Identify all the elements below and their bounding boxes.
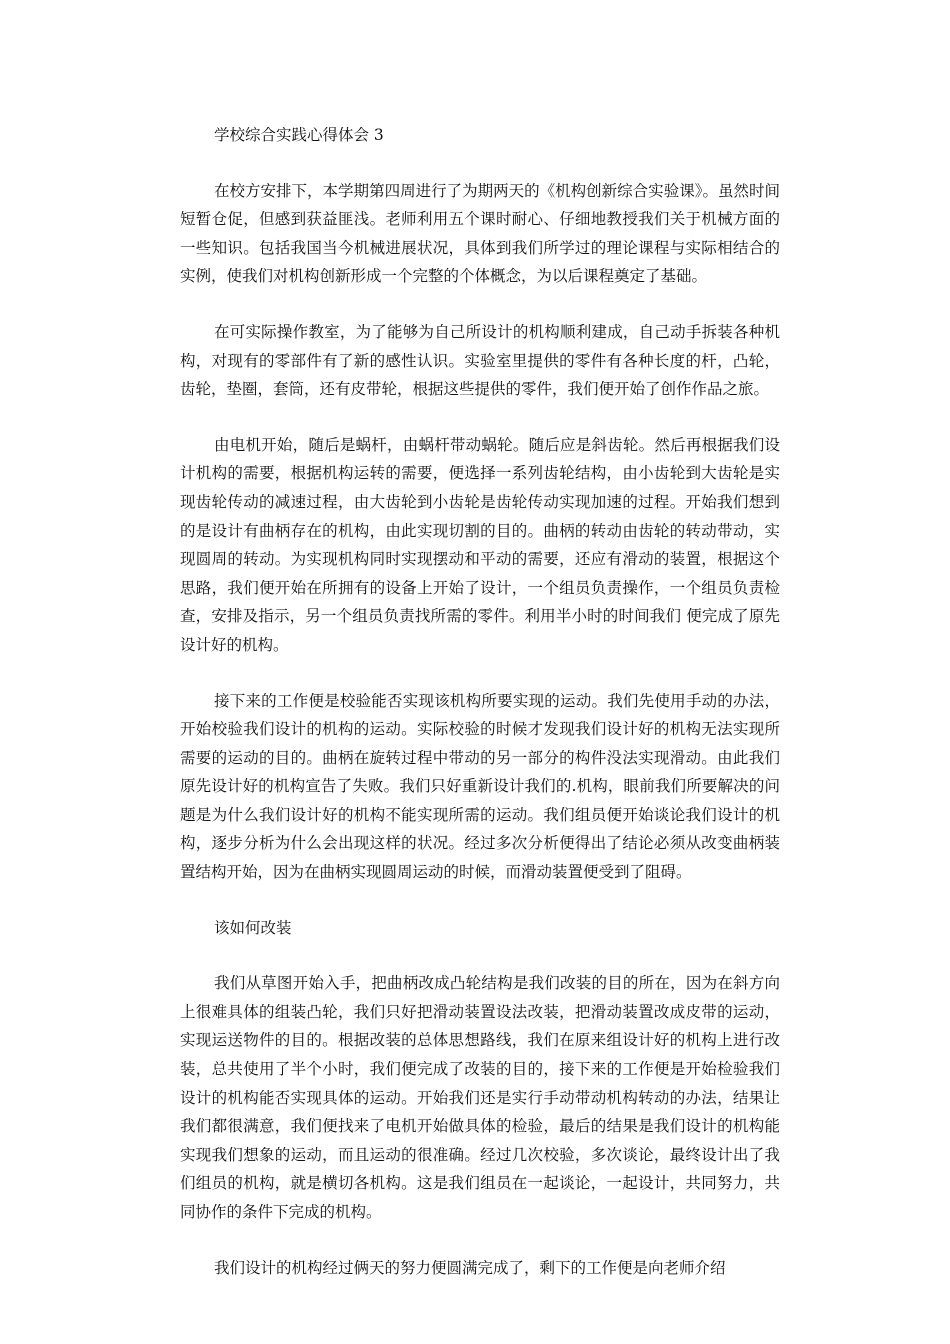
- paragraph-lab-operation: 在可实际操作教室，为了能够为自己所设计的机构顺利建成，自己动手拆装各种机构，对现有的零部件有了新的感性认识。实验室里提供的零件有各种长度的杆，凸轮，齿轮，垫圈，套筒，还有皮带轮，根据这些提供的零件，我们便开始了创作作品之旅。: [180, 322, 780, 399]
- paragraph-mechanism-design: 由电机开始，随后是蜗杆，由蜗杆带动蜗轮。随后应是斜齿轮。然后再根据我们设计机构的需要，根据机构运转的需要，便选择一系列齿轮结构，由小齿轮到大齿轮是实现齿轮传动的减速过程，由大齿轮到小齿轮是齿轮传动实现加速的过程。开始我们想到的是设计有曲柄存在的机构，由此实现切割的目的。曲柄的转动由齿轮的转动带动，实现圆周的转动。为实现机构同时实现摆动和平动的需要，还应有滑动的装置，根据这个思路，我们便开始在所拥有的设备上开始了设计，一个组员负责操作，一个组员负责检查，安排及指示，另一个组员负责找所需的零件。利用半小时的时间我们 便完成了原先设计好的机构。: [180, 435, 780, 654]
- document-title: 学校综合实践心得体会 3: [214, 126, 384, 144]
- paragraph-completion: 我们设计的机构经过俩天的努力便圆满完成了，剩下的工作便是向老师介绍: [214, 1258, 726, 1277]
- paragraph-verification: 接下来的工作便是校验能否实现该机构所要实现的运动。我们先使用手动的办法，开始校验我们设计的机构的运动。实际校验的时候才发现我们设计好的机构无法实现所需要的运动的目的。曲柄在旋转过程中带动的另一部分的构件没法实现滑动。由此我们原先设计好的机构宣告了失败。我们只好重新设计我们的.机构，眼前我们所要解决的问题是为什么我们设计好的机构不能实现所需的运动。我们组员便开始谈论我们设计的机构，逐步分析为什么会出现这样的状况。经过多次分析便得出了结论必须从改变曲柄装置结构开始，因为在曲柄实现圆周运动的时候，而滑动装置便受到了阻碍。: [180, 691, 780, 882]
- paragraph-intro: 在校方安排下，本学期第四周进行了为期两天的《机构创新综合实验课》。虽然时间短暂仓促，但感到获益匪浅。老师利用五个课时耐心、仔细地教授我们关于机械方面的一些知识。包括我国当今机械进展状况，具体到我们所学过的理论课程与实际相结合的实例，使我们对机构创新形成一个完整的个体概念，为以后课程奠定了基础。: [180, 181, 780, 286]
- paragraph-modification: 我们从草图开始入手，把曲柄改成凸轮结构是我们改装的目的所在，因为在斜方向上很难具体的组装凸轮，我们只好把滑动装置设法改装，把滑动装置改成皮带的运动，实现运送物件的目的。根据改装的总体思想路线，我们在原来组设计好的机构上进行改装，总共使用了半个小时，我们便完成了改装的目的，接下来的工作便是开始检验我们设计的机构能否实现具体的运动。开始我们还是实行手动带动机构转动的办法，结果让我们都很满意，我们便找来了电机开始做具体的检验，最后的结果是我们设计的机构能实现我们想象的运动，而且运动的很准确。经过几次校验，多次谈论，最终设计出了我们组员的机构，就是横切各机构。这是我们组员在一起谈论，一起设计，共同努力，共同协作的条件下完成的机构。: [180, 974, 780, 1221]
- document-body: [180, 121, 780, 1309]
- section-heading-modification: 该如何改装: [214, 918, 292, 937]
